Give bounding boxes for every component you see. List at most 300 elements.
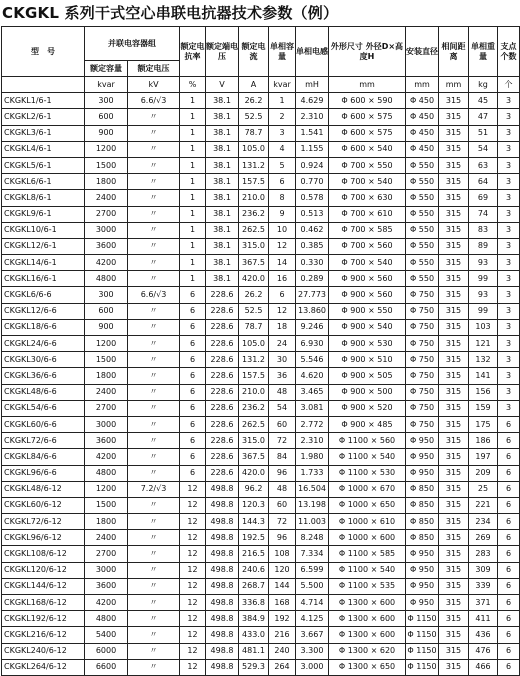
table-cell: 2.310 — [296, 433, 329, 449]
table-cell: Φ 900 × 560 — [329, 271, 406, 287]
table-cell: 498.8 — [206, 546, 239, 562]
table-cell: 0.513 — [296, 206, 329, 222]
table-cell: 26.2 — [239, 93, 269, 109]
table-cell: 600 — [85, 303, 128, 319]
table-cell: 6 — [498, 416, 520, 432]
table-row — [2, 627, 520, 643]
table-cell: 339 — [469, 578, 498, 594]
table-cell: 6.6/√3 — [128, 93, 180, 109]
table-row — [2, 595, 520, 611]
table-cell: 498.8 — [206, 643, 239, 659]
parameter-table — [1, 26, 520, 676]
table-cell: Φ 950 — [406, 465, 439, 481]
table-cell: 〃 — [128, 514, 180, 530]
page-title: CKGKL 系列干式空心串联电抗器技术参数（例） — [2, 4, 339, 22]
table-cell: 210.0 — [239, 190, 269, 206]
model-cell: CKGKL54/6-6 — [2, 400, 85, 416]
table-cell: 96.2 — [239, 481, 269, 497]
table-cell: Φ 900 × 510 — [329, 352, 406, 368]
table-cell: 105.0 — [239, 141, 269, 157]
table-cell: 1800 — [85, 514, 128, 530]
table-cell: 0.330 — [296, 255, 329, 271]
table-cell: 3 — [498, 157, 520, 173]
header-mounting-diameter: 安装直径 — [406, 27, 439, 77]
table-cell: 3 — [498, 93, 520, 109]
model-cell: CKGKL9/6-1 — [2, 206, 85, 222]
table-cell: 12 — [180, 578, 206, 594]
table-cell: 12 — [269, 238, 296, 254]
table-cell: 1 — [180, 109, 206, 125]
table-cell: 9.246 — [296, 319, 329, 335]
table-cell: 4800 — [85, 271, 128, 287]
table-cell: 315 — [439, 497, 469, 513]
table-cell: 14 — [269, 255, 296, 271]
table-cell: 〃 — [128, 206, 180, 222]
table-cell: 900 — [85, 125, 128, 141]
table-cell: 〃 — [128, 336, 180, 352]
table-cell: 6.599 — [296, 562, 329, 578]
table-cell: 240 — [269, 643, 296, 659]
table-row — [2, 157, 520, 173]
table-cell: 262.5 — [239, 222, 269, 238]
table-cell: Φ 950 — [406, 595, 439, 611]
unit-cell: kvar — [269, 77, 296, 93]
table-cell: 12 — [180, 530, 206, 546]
table-cell: 7.334 — [296, 546, 329, 562]
table-cell: 〃 — [128, 109, 180, 125]
table-cell: 197 — [469, 449, 498, 465]
table-cell: 〃 — [128, 416, 180, 432]
table-cell: 6 — [180, 416, 206, 432]
table-cell: 3.081 — [296, 400, 329, 416]
table-cell: Φ 1000 × 600 — [329, 530, 406, 546]
table-cell: 315 — [439, 578, 469, 594]
table-cell: 60 — [269, 497, 296, 513]
table-cell: 99 — [469, 271, 498, 287]
table-cell: 498.8 — [206, 497, 239, 513]
table-cell: 6 — [180, 384, 206, 400]
table-cell: 1.541 — [296, 125, 329, 141]
table-cell: 315 — [439, 595, 469, 611]
table-cell: 315 — [439, 400, 469, 416]
table-row — [2, 497, 520, 513]
table-cell: 96 — [269, 530, 296, 546]
table-cell: 315 — [439, 416, 469, 432]
table-cell: 〃 — [128, 190, 180, 206]
table-cell: 315 — [439, 125, 469, 141]
table-cell: 216 — [269, 627, 296, 643]
table-cell: 12 — [180, 562, 206, 578]
unit-cell: mH — [296, 77, 329, 93]
table-row — [2, 449, 520, 465]
model-cell: CKGKL18/6-6 — [2, 319, 85, 335]
table-cell: 38.1 — [206, 93, 239, 109]
table-cell: 315 — [439, 562, 469, 578]
table-cell: Φ 1300 × 600 — [329, 595, 406, 611]
table-cell: Φ 700 × 550 — [329, 157, 406, 173]
table-cell: 228.6 — [206, 319, 239, 335]
table-cell: 12 — [180, 546, 206, 562]
table-cell: 1 — [180, 271, 206, 287]
table-cell: 3 — [498, 206, 520, 222]
table-cell: 54 — [269, 400, 296, 416]
table-cell: Φ 750 — [406, 384, 439, 400]
table-cell: Φ 950 — [406, 546, 439, 562]
table-cell: 315 — [439, 546, 469, 562]
model-cell: CKGKL8/6-1 — [2, 190, 85, 206]
table-cell: 6 — [498, 578, 520, 594]
table-cell: Φ 700 × 540 — [329, 174, 406, 190]
table-cell: 〃 — [128, 659, 180, 675]
table-cell: 6 — [498, 530, 520, 546]
table-cell: 315 — [439, 287, 469, 303]
table-cell: Φ 1300 × 600 — [329, 627, 406, 643]
model-cell: CKGKL10/6-1 — [2, 222, 85, 238]
model-cell: CKGKL192/6-12 — [2, 611, 85, 627]
table-cell: 3600 — [85, 238, 128, 254]
table-cell: 6 — [498, 433, 520, 449]
table-cell: 38.1 — [206, 157, 239, 173]
table-cell: 228.6 — [206, 384, 239, 400]
model-cell: CKGKL60/6-6 — [2, 416, 85, 432]
table-cell: 498.8 — [206, 562, 239, 578]
table-cell: 315 — [439, 222, 469, 238]
table-cell: 336.8 — [239, 595, 269, 611]
table-cell: 120 — [269, 562, 296, 578]
table-cell: 4200 — [85, 449, 128, 465]
table-cell: 228.6 — [206, 336, 239, 352]
table-cell: 3000 — [85, 222, 128, 238]
table-cell: 60 — [269, 416, 296, 432]
table-cell: 2 — [269, 109, 296, 125]
table-cell: 4200 — [85, 255, 128, 271]
table-cell: 2400 — [85, 530, 128, 546]
table-row — [2, 336, 520, 352]
table-cell: 315 — [439, 627, 469, 643]
table-cell: 6.930 — [296, 336, 329, 352]
table-cell: 221 — [469, 497, 498, 513]
table-cell: 1.733 — [296, 465, 329, 481]
table-cell: 〃 — [128, 449, 180, 465]
table-cell: 6 — [498, 497, 520, 513]
header-dimensions: 外形尺寸 外径D×高度H — [329, 27, 406, 77]
table-cell: Φ 700 × 630 — [329, 190, 406, 206]
table-cell: 6000 — [85, 643, 128, 659]
header-single-weight: 单相重量 — [469, 27, 498, 77]
model-cell: CKGKL6/6-1 — [2, 174, 85, 190]
table-cell: Φ 450 — [406, 125, 439, 141]
table-cell: 〃 — [128, 157, 180, 173]
table-cell: 6.6/√3 — [128, 287, 180, 303]
table-cell: 6 — [180, 368, 206, 384]
table-cell: 6 — [180, 449, 206, 465]
table-cell: Φ 450 — [406, 141, 439, 157]
table-cell: 3 — [498, 368, 520, 384]
table-cell: 72 — [269, 433, 296, 449]
table-row — [2, 416, 520, 432]
table-cell: 4800 — [85, 611, 128, 627]
table-cell: 436 — [469, 627, 498, 643]
table-row — [2, 125, 520, 141]
table-cell: 315 — [439, 319, 469, 335]
table-cell: 25 — [469, 481, 498, 497]
table-cell: 367.5 — [239, 255, 269, 271]
table-row — [2, 255, 520, 271]
table-cell: 38.1 — [206, 125, 239, 141]
table-row — [2, 562, 520, 578]
table-cell: 72 — [269, 514, 296, 530]
table-cell: 3 — [498, 125, 520, 141]
table-cell: 〃 — [128, 384, 180, 400]
table-cell: 9 — [269, 206, 296, 222]
unit-cell: mm — [439, 77, 469, 93]
table-cell: 6 — [498, 562, 520, 578]
table-cell: 5.546 — [296, 352, 329, 368]
table-cell: 36 — [269, 368, 296, 384]
table-cell: Φ 550 — [406, 255, 439, 271]
unit-cell: A — [239, 77, 269, 93]
table-cell: 1 — [180, 125, 206, 141]
table-cell: Φ 700 × 540 — [329, 255, 406, 271]
table-cell: Φ 1100 × 535 — [329, 578, 406, 594]
table-cell: 315 — [439, 465, 469, 481]
table-cell: 18 — [269, 319, 296, 335]
table-cell: 1200 — [85, 336, 128, 352]
table-cell: Φ 700 × 560 — [329, 238, 406, 254]
table-cell: 38.1 — [206, 206, 239, 222]
table-cell: 〃 — [128, 400, 180, 416]
model-cell: CKGKL240/6-12 — [2, 643, 85, 659]
model-cell: CKGKL48/6-12 — [2, 481, 85, 497]
table-cell: 5400 — [85, 627, 128, 643]
table-cell: 5 — [269, 157, 296, 173]
table-cell: 6 — [498, 449, 520, 465]
table-cell: 3 — [498, 384, 520, 400]
table-cell: 498.8 — [206, 530, 239, 546]
table-cell: Φ 950 — [406, 433, 439, 449]
table-cell: 〃 — [128, 319, 180, 335]
table-cell: 192.5 — [239, 530, 269, 546]
table-cell: Φ 600 × 575 — [329, 109, 406, 125]
table-cell: Φ 750 — [406, 368, 439, 384]
table-cell: 38.1 — [206, 255, 239, 271]
table-cell: 228.6 — [206, 352, 239, 368]
table-cell: 38.1 — [206, 141, 239, 157]
table-cell: 315 — [439, 611, 469, 627]
model-cell: CKGKL84/6-6 — [2, 449, 85, 465]
table-cell: 3.300 — [296, 643, 329, 659]
table-cell: 12 — [180, 481, 206, 497]
table-cell: 83 — [469, 222, 498, 238]
table-cell: 228.6 — [206, 449, 239, 465]
table-cell: 315 — [439, 659, 469, 675]
table-cell: 481.1 — [239, 643, 269, 659]
table-cell: 1200 — [85, 141, 128, 157]
table-cell: 3 — [498, 400, 520, 416]
unit-cell: V — [206, 77, 239, 93]
table-row — [2, 238, 520, 254]
table-cell: 1200 — [85, 481, 128, 497]
table-cell: Φ 850 — [406, 530, 439, 546]
table-cell: 4800 — [85, 465, 128, 481]
table-cell: 8.248 — [296, 530, 329, 546]
model-cell: CKGKL3/6-1 — [2, 125, 85, 141]
table-cell: Φ 1300 × 600 — [329, 611, 406, 627]
table-cell: 300 — [85, 93, 128, 109]
table-cell: 6 — [498, 546, 520, 562]
table-cell: 6 — [269, 174, 296, 190]
table-cell: 16.504 — [296, 481, 329, 497]
table-cell: 38.1 — [206, 109, 239, 125]
table-cell: 315.0 — [239, 433, 269, 449]
table-row — [2, 546, 520, 562]
model-cell: CKGKL72/6-6 — [2, 433, 85, 449]
table-body — [2, 77, 520, 676]
table-cell: 315 — [439, 238, 469, 254]
table-cell: Φ 1150 — [406, 659, 439, 675]
header-rated-capacity: 额定容量 — [85, 61, 128, 77]
table-cell: 2700 — [85, 400, 128, 416]
table-cell: 228.6 — [206, 368, 239, 384]
table-cell: Φ 850 — [406, 514, 439, 530]
table-cell: 〃 — [128, 546, 180, 562]
header-rated-voltage: 额定电压 — [128, 61, 180, 77]
table-cell: 1500 — [85, 352, 128, 368]
table-cell: 315 — [439, 384, 469, 400]
table-cell: 12 — [180, 659, 206, 675]
table-cell: 6 — [269, 287, 296, 303]
table-cell: 168 — [269, 595, 296, 611]
table-cell: Φ 750 — [406, 352, 439, 368]
table-cell: 315 — [439, 190, 469, 206]
table-cell: 3600 — [85, 433, 128, 449]
table-cell: 228.6 — [206, 287, 239, 303]
table-cell: 93 — [469, 287, 498, 303]
table-cell: 〃 — [128, 643, 180, 659]
table-cell: 〃 — [128, 497, 180, 513]
table-cell: 〃 — [128, 125, 180, 141]
table-cell: Φ 900 × 550 — [329, 303, 406, 319]
table-cell: Φ 1300 × 650 — [329, 659, 406, 675]
table-cell: 47 — [469, 109, 498, 125]
model-cell: CKGKL144/6-12 — [2, 578, 85, 594]
table-cell: 1 — [180, 174, 206, 190]
table-cell: 6 — [498, 611, 520, 627]
table-cell: 157.5 — [239, 368, 269, 384]
table-cell: 52.5 — [239, 109, 269, 125]
model-cell: CKGKL5/6-1 — [2, 157, 85, 173]
table-cell: Φ 1300 × 620 — [329, 643, 406, 659]
table-cell: 300 — [85, 287, 128, 303]
table-cell: 6 — [180, 303, 206, 319]
table-cell: 315 — [439, 530, 469, 546]
table-cell: 12 — [180, 595, 206, 611]
model-cell: CKGKL24/6-6 — [2, 336, 85, 352]
table-cell: 367.5 — [239, 449, 269, 465]
table-cell: 38.1 — [206, 238, 239, 254]
model-cell: CKGKL168/6-12 — [2, 595, 85, 611]
header-single-phase-capacity: 单相容量 — [269, 27, 296, 77]
table-cell: Φ 550 — [406, 222, 439, 238]
table-cell: 7.2/√3 — [128, 481, 180, 497]
table-cell: 0.289 — [296, 271, 329, 287]
table-cell: Φ 1100 × 530 — [329, 465, 406, 481]
model-cell: CKGKL16/6-1 — [2, 271, 85, 287]
table-cell: Φ 600 × 590 — [329, 93, 406, 109]
table-cell: 6 — [498, 595, 520, 611]
table-cell: 63 — [469, 157, 498, 173]
table-cell: 2400 — [85, 190, 128, 206]
unit-cell: % — [180, 77, 206, 93]
table-cell: 0.462 — [296, 222, 329, 238]
table-cell: Φ 1100 × 585 — [329, 546, 406, 562]
table-cell: 12 — [269, 303, 296, 319]
table-cell: 498.8 — [206, 659, 239, 675]
header-inductance: 单相电感 — [296, 27, 329, 77]
table-cell: 0.924 — [296, 157, 329, 173]
table-cell: 3 — [498, 271, 520, 287]
table-cell: 264 — [269, 659, 296, 675]
unit-cell: mm — [329, 77, 406, 93]
table-cell: Φ 1150 — [406, 611, 439, 627]
table-cell: Φ 550 — [406, 190, 439, 206]
table-cell: 3.000 — [296, 659, 329, 675]
table-row — [2, 271, 520, 287]
model-cell: CKGKL4/6-1 — [2, 141, 85, 157]
table-cell: 144.3 — [239, 514, 269, 530]
table-cell: 6 — [498, 643, 520, 659]
table-cell: 175 — [469, 416, 498, 432]
table-cell: 315 — [439, 336, 469, 352]
table-cell: 1.155 — [296, 141, 329, 157]
table-cell: 78.7 — [239, 319, 269, 335]
model-cell: CKGKL2/6-1 — [2, 109, 85, 125]
table-cell: 283 — [469, 546, 498, 562]
table-cell: Φ 700 × 610 — [329, 206, 406, 222]
model-cell: CKGKL72/6-12 — [2, 514, 85, 530]
units-row — [2, 77, 520, 93]
table-row — [2, 465, 520, 481]
table-cell: 315 — [439, 157, 469, 173]
table-cell: 6 — [180, 465, 206, 481]
table-cell: Φ 900 × 530 — [329, 336, 406, 352]
table-cell: 105.0 — [239, 336, 269, 352]
table-cell: 144 — [269, 578, 296, 594]
table-cell: 315 — [439, 352, 469, 368]
table-cell: Φ 850 — [406, 497, 439, 513]
table-cell: 11.003 — [296, 514, 329, 530]
table-cell: 186 — [469, 433, 498, 449]
table-cell: 3 — [498, 303, 520, 319]
table-cell: Φ 900 × 485 — [329, 416, 406, 432]
table-row — [2, 611, 520, 627]
table-cell: 12 — [180, 514, 206, 530]
table-cell: 159 — [469, 400, 498, 416]
table-row — [2, 352, 520, 368]
table-cell: 498.8 — [206, 595, 239, 611]
table-cell: 192 — [269, 611, 296, 627]
table-cell: 131.2 — [239, 352, 269, 368]
table-cell: 384.9 — [239, 611, 269, 627]
table-cell: 〃 — [128, 627, 180, 643]
table-cell: Φ 950 — [406, 562, 439, 578]
table-cell: 〃 — [128, 271, 180, 287]
table-row — [2, 190, 520, 206]
table-cell: 4.629 — [296, 93, 329, 109]
table-cell: 4.714 — [296, 595, 329, 611]
model-cell: CKGKL120/6-12 — [2, 562, 85, 578]
table-cell: 315 — [439, 206, 469, 222]
